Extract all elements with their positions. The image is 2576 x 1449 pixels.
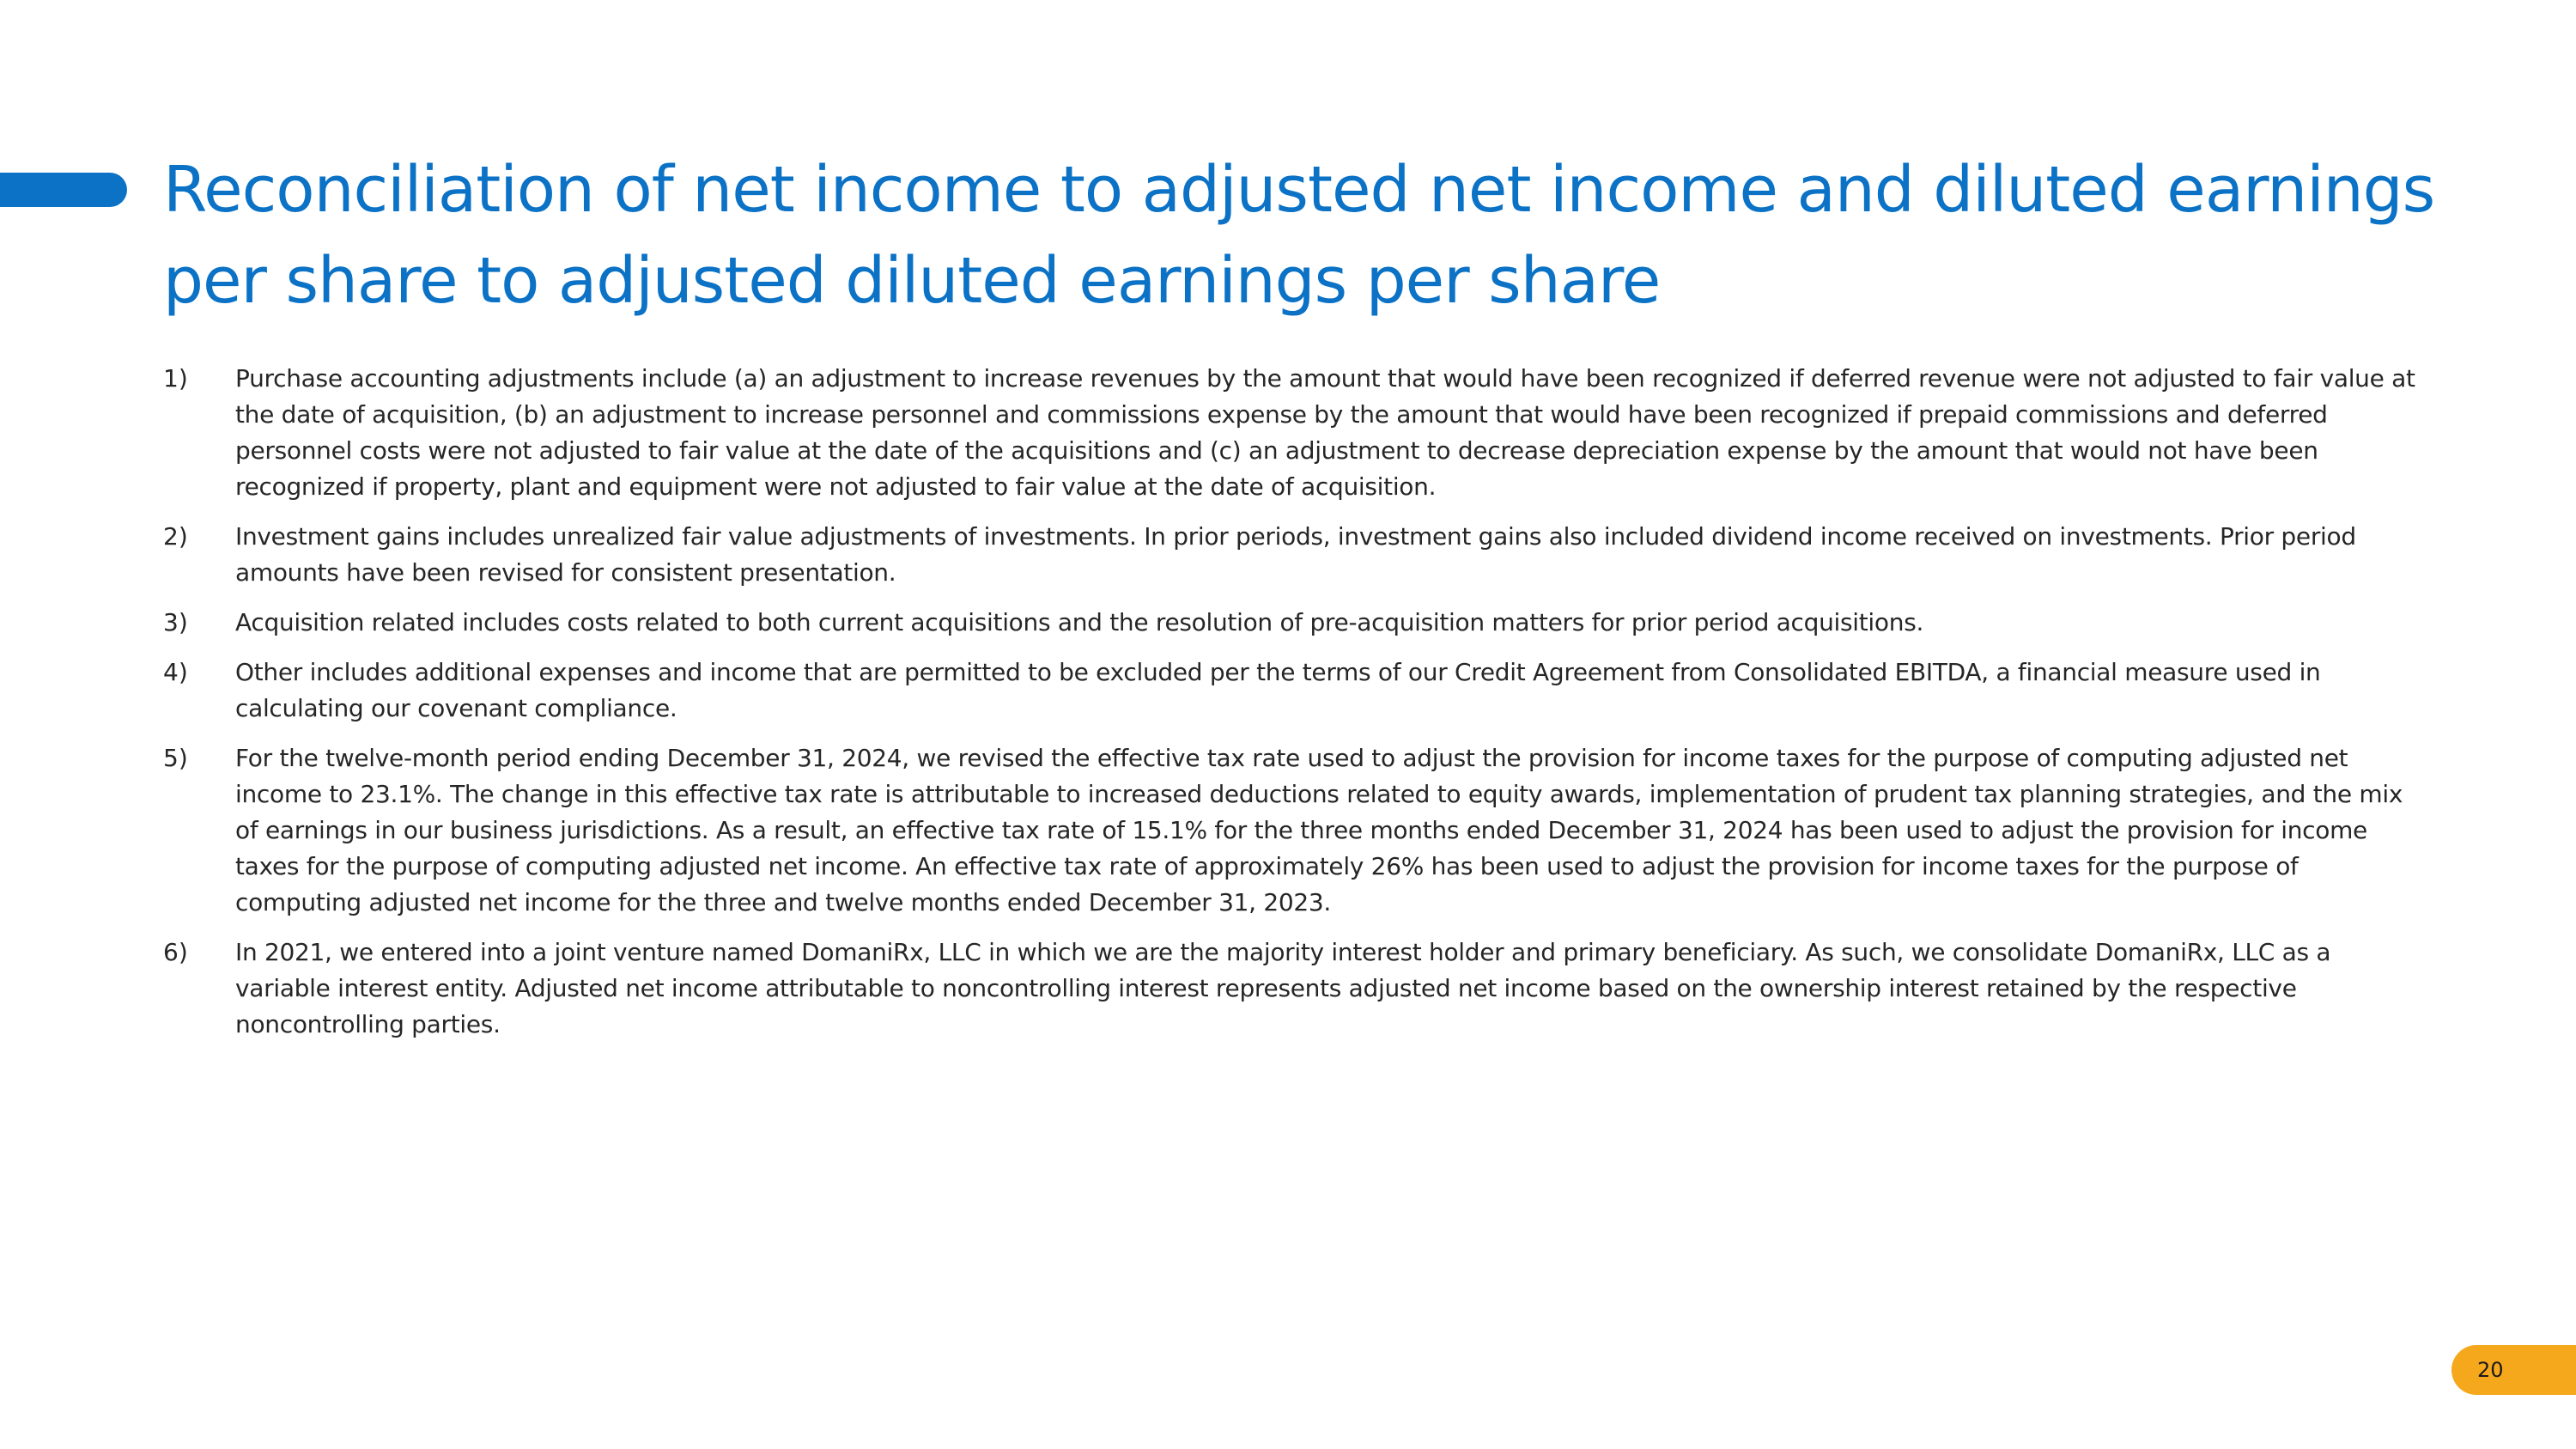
page-number: 20 [2477, 1358, 2504, 1382]
footnote-text: In 2021, we entered into a joint venture named DomaniRx, LLC in which we are the majority interest holder and primary beneficiary. As such, we consolidate DomaniRx, LLC as a variable interest entity. Adjusted net income attributable to noncontrolling interest represents adjusted net income based on the ownership interest retained by the respective noncontrolling parties. [235, 938, 2331, 1038]
footnote-number: 5) [163, 744, 188, 772]
footnote-text: Acquisition related includes costs related to both current acquisitions and the resolution of pre-acquisition matters for prior period acquisitions. [235, 608, 1924, 636]
footnote-text: Purchase accounting adjustments include (a) an adjustment to increase revenues by the amount that would have been recognized if deferred revenue were not adjusted to fair value at the date of acquisition, (b) an adjustment to increase personnel and commissions expense by the amount that would have been recognized if prepaid commissions and deferred personnel costs were not adjusted to fair value at the date of the acquisitions and (c) an adjustment to decrease depreciation expense by the amount that would not have been recognized if property, plant and equipment were not adjusted to fair value at the date of acquisition. [235, 364, 2415, 501]
footnote-5 [163, 740, 2430, 921]
footnote-1 [163, 361, 2430, 505]
footnote-number: 1) [163, 364, 188, 393]
footnote-4 [163, 654, 2430, 727]
footnotes-list [163, 361, 2430, 1056]
footnote-number: 6) [163, 938, 188, 966]
footnote-3 [163, 605, 2430, 641]
footnote-number: 2) [163, 522, 188, 551]
footnote-number: 4) [163, 658, 188, 686]
footnote-2 [163, 519, 2430, 591]
footnote-6 [163, 935, 2430, 1043]
footnote-text: Investment gains includes unrealized fair value adjustments of investments. In prior periods, investment gains also included dividend income received on investments. Prior period amounts have been revised for consistent presentation. [235, 522, 2356, 587]
page-title: Reconciliation of net income to adjusted net income and diluted earnings per share to adjusted diluted earnings per share [163, 153, 2435, 318]
page-number-badge [2451, 1345, 2576, 1395]
footnote-text: For the twelve-month period ending December 31, 2024, we revised the effective tax rate used to adjust the provision for income taxes for the purpose of computing adjusted net income to 23.1%. The change in this effective tax rate is attributable to increased deductions related to equity awards, implementation of prudent tax planning strategies, and the mix of earnings in our business jurisdictions. As a result, an effective tax rate of 15.1% for the three months ended December 31, 2024 has been used to adjust the provision for income taxes for the purpose of computing adjusted net income. An effective tax rate of approximately 26% has been used to adjust the provision for income taxes for the purpose of computing adjusted net income for the three and twelve months ended December 31, 2023. [235, 744, 2403, 916]
footnote-text: Other includes additional expenses and income that are permitted to be excluded per the terms of our Credit Agreement from Consolidated EBITDA, a financial measure used in calculating our covenant compliance. [235, 658, 2321, 722]
title-accent-bar [0, 173, 127, 207]
footnote-number: 3) [163, 608, 188, 636]
